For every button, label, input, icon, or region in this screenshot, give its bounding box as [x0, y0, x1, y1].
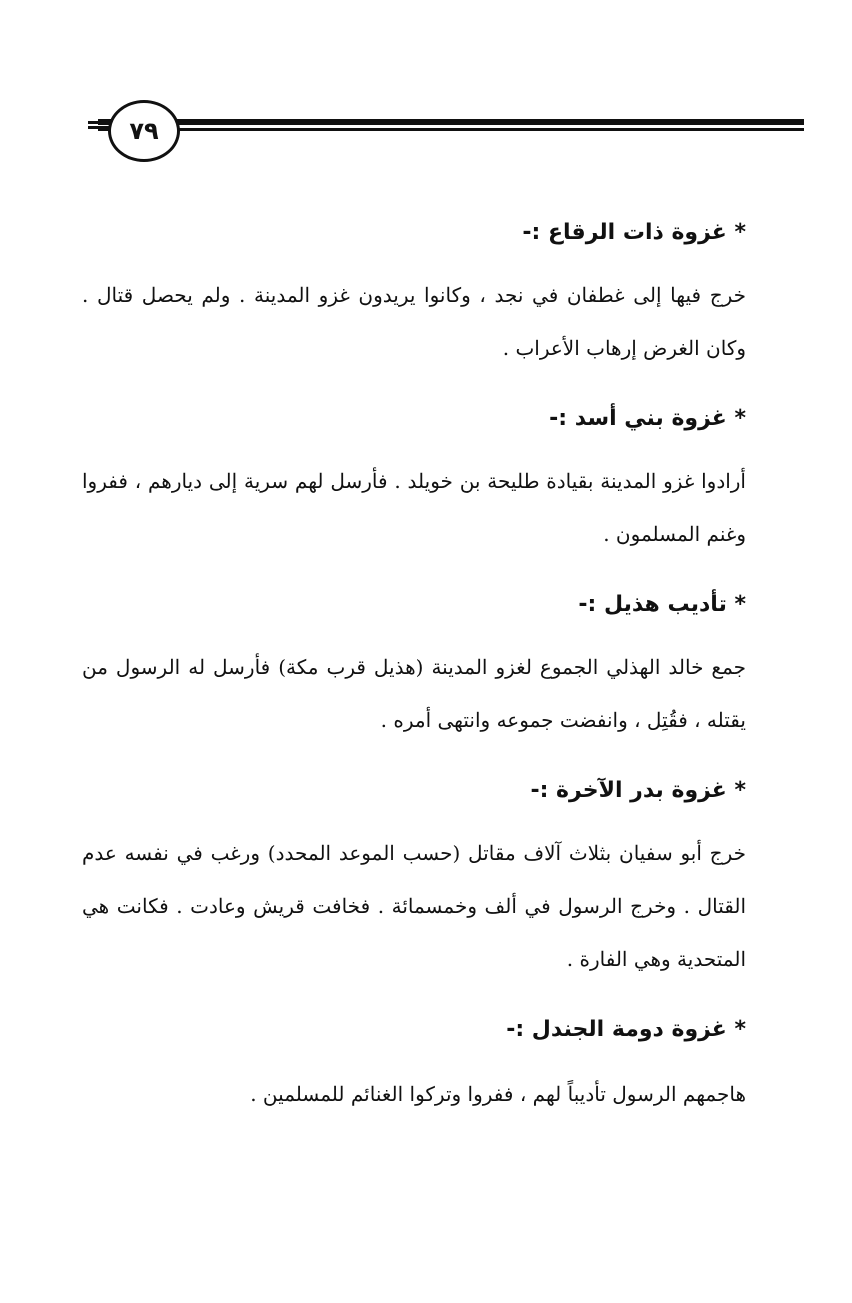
- section-heading: * غزوة بني أسد :-: [549, 406, 746, 431]
- section-hudhayl: [82, 577, 746, 747]
- section-paragraph: جمع خالد الهذلي الجموع لغزو المدينة (هذيل قرب مكة) فأرسل له الرسول من يقتله ، فقُتِل ، وانفضت جموعه وانتهى أمره .: [82, 655, 746, 732]
- section-dhat-al-riqa: [82, 205, 746, 375]
- section-heading: * غزوة بدر الآخرة :-: [530, 778, 746, 803]
- section-paragraph: خرج فيها إلى غطفان في نجد ، وكانوا يريدون غزو المدينة . ولم يحصل قتال . وكان الغرض إرهاب الأعراب .: [82, 283, 746, 360]
- header-rule-thin: [98, 128, 804, 131]
- section-heading: * غزوة دومة الجندل :-: [506, 1017, 746, 1042]
- section-heading: * تأديب هذيل :-: [578, 592, 746, 617]
- header-rule-thick: [98, 119, 804, 125]
- page-header: [88, 98, 804, 160]
- section-badr-al-akhira: [82, 763, 746, 986]
- section-heading: * غزوة ذات الرقاع :-: [522, 220, 746, 245]
- section-paragraph: أرادوا غزو المدينة بقيادة طليحة بن خويلد . فأرسل لهم سرية إلى ديارهم ، ففروا وغنم المسلمون .: [82, 469, 746, 546]
- page-content: [82, 205, 746, 1138]
- section-dumat-al-jandal: [82, 1002, 746, 1122]
- section-paragraph: هاجمهم الرسول تأديباً لهم ، ففروا وتركوا الغنائم للمسلمين .: [250, 1082, 746, 1106]
- section-bani-asad: [82, 391, 746, 561]
- section-paragraph: خرج أبو سفيان بثلاث آلاف مقاتل (حسب الموعد المحدد) ورغب في نفسه عدم القتال . وخرج الرسول في ألف وخمسمائة . فخافت قريش وعادت . فكانت هي المتحدية وهي الفارة .: [82, 841, 746, 971]
- page-number: ٧٩: [108, 100, 180, 162]
